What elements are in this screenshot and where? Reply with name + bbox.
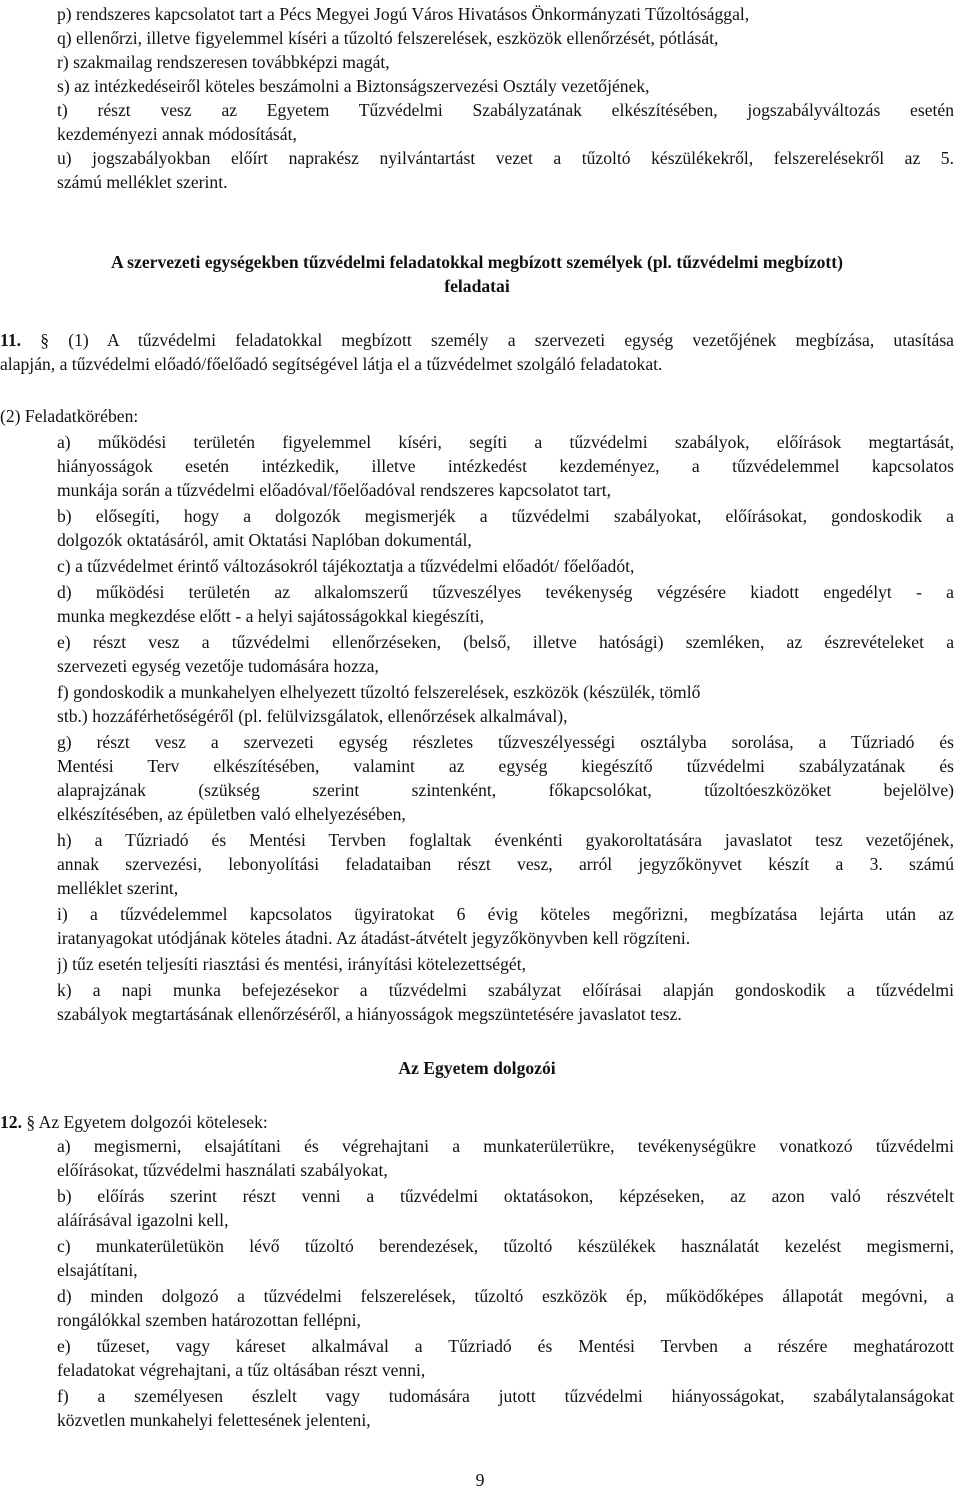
list-item: k) a napi munka befejezésekor a tűzvédelmi szabályzat előírásai alapján gondoskodik a tűzvédelmi (57, 980, 954, 1000)
list-item: dolgozók oktatásáról, amit Oktatási Naplóban dokumentál, (57, 530, 472, 550)
list-item: c) munkaterületükön lévő tűzoltó berendezések, tűzoltó készülékek használatát kezelést megismerni, (57, 1236, 954, 1256)
list-item: d) minden dolgozó a tűzvédelmi felszerelések, tűzoltó eszközök ép, működőképes állapotát megóvni, a (57, 1286, 954, 1306)
list-item: elkészítésében, az épületben való elhelyezésében, (57, 804, 406, 824)
list-item: b) előírás szerint részt venni a tűzvédelmi oktatásokon, képzéseken, az azon való részvételt (57, 1186, 954, 1206)
list-item: r) szakmailag rendszeresen továbbképzi magát, (57, 52, 390, 72)
paragraph-line: § Az Egyetem dolgozói kötelesek: (26, 1112, 268, 1132)
section-heading: Az Egyetem dolgozói (398, 1058, 556, 1078)
list-item: e) részt vesz a tűzvédelmi ellenőrzéseken, (belső, illetve hatósági) szemléken, az észrevételeket a (57, 632, 954, 652)
list-item: kezdeményezi annak módosítását, (57, 124, 297, 144)
list-item: szervezeti egység vezetője tudomására hozza, (57, 656, 379, 676)
list-item: a) megismerni, elsajátítani és végrehajtani a munkaterülетükre, tevékenységükre vonatkozó tűzvédelmi (57, 1136, 954, 1156)
list-item: d) működési területén az alkalomszerű tűzveszélyes tevékenység végzésére kiadott engedélyt - a (57, 582, 954, 602)
list-item: elsajátítani, (57, 1260, 138, 1280)
list-item: iratanyagokat utódjának köteles átadni. Az átadást-átvételt jegyzőkönyvben kell rögzíteni. (57, 928, 691, 948)
list-item: b) elősegíti, hogy a dolgozók megismerjék a tűzvédelmi szabályokat, előírásokat, gondoskodik a (57, 506, 954, 526)
section-number: 11. (0, 330, 22, 350)
list-item: munka megkezdése előtt - a helyi sajátosságokkal kiegészíti, (57, 606, 485, 626)
paragraph-line: § (1) A tűzvédelmi feladatokkal megbízott személy a szervezeti egység vezetőjének megbízása, utasítása (40, 330, 954, 350)
list-item: előírásokat, tűzvédelmi használati szabályokat, (57, 1160, 388, 1180)
list-item: hiányosságok esetén intézkedik, illetve intézkedést kezdeményez, a tűzvédelemmel kapcsolatos (57, 456, 954, 476)
list-item: feladatokat végrehajtani, a tűz oltásában részt venni, (57, 1360, 426, 1380)
list-item: i) a tűzvédelemmel kapcsolatos ügyiratokat 6 évig köteles megőrizni, megbízatása lejárta után az (57, 904, 954, 924)
list-item: közvetlen munkahelyi felettesének jelenteni, (57, 1410, 371, 1430)
list-item: j) tűz esetén teljesíti riasztási és mentési, irányítási kötelezettségét, (57, 954, 527, 974)
list-item: p) rendszeres kapcsolatot tart a Pécs Megyei Jogú Város Hivatásos Önkormányzati Tűzoltósággal, (57, 4, 750, 24)
list-item: rongálókkal szemben határozottan fellépni, (57, 1310, 361, 1330)
list-item: annak szervezési, lebonyolítási feladataiban részt vesz, arról jegyzőkönyvet készít a 3. számú (57, 854, 954, 874)
list-item: számú melléklet szerint. (57, 172, 228, 192)
heading-line: feladatai (444, 276, 510, 296)
list-item: melléklet szerint, (57, 878, 179, 898)
paragraph-line: alapján, a tűzvédelmi előadó/főelőadó segítségével látja el a tűzvédelmet szolgáló feladatokat. (0, 354, 663, 374)
list-item: a) működési területén figyelemmel kíséri, segíti a tűzvédelmi szabályok, előírások megtartását, (57, 432, 954, 452)
list-item: aláírásával igazolni kell, (57, 1210, 229, 1230)
list-item: g) részt vesz a szervezeti egység részletes tűzveszélyességi osztályba sorolása, a Tűzriadó és (57, 732, 954, 752)
list-item: szabályok megtartásának ellenőrzéséről, a hiányosságok megszüntetésére javaslatot tesz. (57, 1004, 682, 1024)
list-item: e) tűzeset, vagy káreset alkalmával a Tűzriadó és Mentési Tervben a részére meghatározott (57, 1336, 954, 1356)
list-item: Mentési Terv elkészítésében, valamint az egység kiegészítő tűzvédelmi szabályzatának és (57, 756, 954, 776)
list-item: s) az intézkedéseiről köteles beszámolni a Biztonságszervezési Osztály vezetőjének, (57, 76, 650, 96)
list-item: t) részt vesz az Egyetem Tűzvédelmi Szabályzatának elkészítésében, jogszabályváltozás esetén (57, 100, 954, 120)
list-item: f) a személyesen észlelt vagy tudomására jutott tűzvédelmi hiányosságokat, szabálytalanságokat (57, 1386, 954, 1406)
section-number: 12. (0, 1112, 22, 1132)
list-item: u) jogszabályokban előírt naprakész nyilvántartást vezet a tűzoltó készülékekről, felszerelésekről az 5. (57, 148, 954, 168)
subsection-intro: (2) Feladatkörében: (0, 406, 139, 426)
list-item: h) a Tűzriadó és Mentési Tervben foglaltak évenkénti gyakoroltatására javaslatot tesz vezetőjének, (57, 830, 954, 850)
list-item: munkája során a tűzvédelmi előadóval/főelőadóval rendszeres kapcsolatot tart, (57, 480, 611, 500)
list-item: stb.) hozzáférhetőségéről (pl. felülvizsgálatok, ellenőrzések alkalmával), (57, 706, 568, 726)
list-item: f) gondoskodik a munkahelyen elhelyezett tűzoltó felszerelések, eszközök (készülék, tömlő (57, 682, 701, 702)
list-item: c) a tűzvédelmet érintő változásokról tájékoztatja a tűzvédelmi előadót/ főelőadót, (57, 556, 635, 576)
heading-line: A szervezeti egységekben tűzvédelmi feladatokkal megbízott személyek (pl. tűzvédelmi megbízott) (111, 252, 843, 272)
list-item: q) ellenőrzi, illetve figyelemmel kíséri a tűzoltó felszerelések, eszközök ellenőrzését, pótlását, (57, 28, 719, 48)
page-number: 9 (475, 1470, 485, 1490)
list-item: alaprajzának (szükség szerint szintenként, főkapcsolókat, tűzoltóeszközöket bejelölve) (57, 780, 954, 800)
